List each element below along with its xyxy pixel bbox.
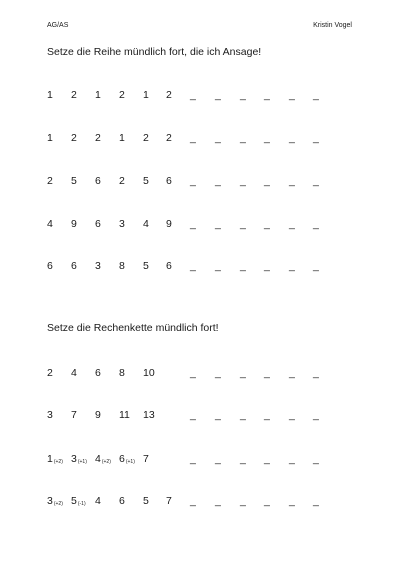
answer-blank: _ xyxy=(215,175,221,187)
sequence-number xyxy=(119,175,125,187)
number-value: 6 xyxy=(119,453,125,465)
number-value: 5 xyxy=(143,495,149,507)
number-value: 4 xyxy=(71,367,77,379)
number-value: 6 xyxy=(95,218,101,230)
answer-blank: _ xyxy=(289,409,295,421)
answer-blank: _ xyxy=(313,89,319,101)
sequence-number xyxy=(143,260,149,272)
number-value: 2 xyxy=(143,132,149,144)
sequence-number xyxy=(95,495,101,507)
answer-blank: _ xyxy=(215,453,221,465)
answer-blank: _ xyxy=(240,218,246,230)
number-value: 10 xyxy=(143,367,155,379)
sequence-number xyxy=(143,495,149,507)
number-value: 2 xyxy=(47,175,53,187)
sequence-number xyxy=(95,409,101,421)
sequence-number xyxy=(95,218,101,230)
operation-hint: (+2) xyxy=(53,459,63,465)
sequence-number xyxy=(47,218,53,230)
answer-blank: _ xyxy=(313,409,319,421)
number-value: 8 xyxy=(119,367,125,379)
sequence-number xyxy=(95,453,111,465)
number-value: 2 xyxy=(166,132,172,144)
answer-blank: _ xyxy=(215,132,221,144)
answer-blank: _ xyxy=(313,367,319,379)
answer-blank: _ xyxy=(215,260,221,272)
number-value: 9 xyxy=(95,409,101,421)
sequence-number xyxy=(119,218,125,230)
sequence-number xyxy=(119,367,125,379)
answer-blank: _ xyxy=(264,367,270,379)
number-value: 2 xyxy=(166,89,172,101)
section2-row-4 xyxy=(0,495,400,509)
section1-row-1 xyxy=(0,89,400,103)
section1-row-5 xyxy=(0,260,400,274)
number-value: 2 xyxy=(71,132,77,144)
number-value: 1 xyxy=(95,89,101,101)
sequence-number xyxy=(95,175,101,187)
sequence-number xyxy=(47,409,53,421)
number-value: 3 xyxy=(47,495,53,507)
sequence-number xyxy=(71,89,77,101)
section2-row-1 xyxy=(0,367,400,381)
sequence-number xyxy=(143,175,149,187)
operation-hint: (+2) xyxy=(101,459,111,465)
answer-blank: _ xyxy=(215,367,221,379)
number-value: 13 xyxy=(143,409,155,421)
sequence-number xyxy=(47,132,53,144)
answer-blank: _ xyxy=(190,89,196,101)
answer-blank: _ xyxy=(190,175,196,187)
number-value: 3 xyxy=(71,453,77,465)
number-value: 4 xyxy=(47,218,53,230)
header-left: AG/AS xyxy=(47,22,69,29)
answer-blank: _ xyxy=(313,218,319,230)
sequence-number xyxy=(143,409,155,421)
number-value: 5 xyxy=(143,175,149,187)
sequence-number xyxy=(47,367,53,379)
sequence-number xyxy=(47,175,53,187)
number-value: 6 xyxy=(71,260,77,272)
number-value: 3 xyxy=(95,260,101,272)
number-value: 6 xyxy=(47,260,53,272)
answer-blank: _ xyxy=(264,495,270,507)
answer-blank: _ xyxy=(240,409,246,421)
answer-blank: _ xyxy=(289,453,295,465)
number-value: 2 xyxy=(71,89,77,101)
sequence-number xyxy=(71,367,77,379)
sequence-number xyxy=(47,260,53,272)
number-value: 2 xyxy=(95,132,101,144)
sequence-number xyxy=(71,409,77,421)
sequence-number xyxy=(119,495,125,507)
sequence-number xyxy=(119,453,135,465)
number-value: 6 xyxy=(119,495,125,507)
answer-blank: _ xyxy=(190,218,196,230)
answer-blank: _ xyxy=(240,132,246,144)
answer-blank: _ xyxy=(289,132,295,144)
number-value: 1 xyxy=(47,453,53,465)
operation-hint: (-1) xyxy=(77,501,86,507)
answer-blank: _ xyxy=(190,132,196,144)
answer-blank: _ xyxy=(313,175,319,187)
sequence-number xyxy=(166,132,172,144)
answer-blank: _ xyxy=(240,89,246,101)
answer-blank: _ xyxy=(190,495,196,507)
section1-row-4 xyxy=(0,218,400,232)
number-value: 4 xyxy=(95,495,101,507)
sequence-number xyxy=(71,175,77,187)
sequence-number xyxy=(166,218,172,230)
sequence-number xyxy=(47,453,63,465)
operation-hint: (+1) xyxy=(77,459,87,465)
number-value: 4 xyxy=(143,218,149,230)
answer-blank: _ xyxy=(215,218,221,230)
sequence-number xyxy=(119,89,125,101)
sequence-number xyxy=(143,453,149,465)
number-value: 1 xyxy=(119,132,125,144)
answer-blank: _ xyxy=(240,367,246,379)
answer-blank: _ xyxy=(289,495,295,507)
answer-blank: _ xyxy=(264,453,270,465)
sequence-number xyxy=(166,175,172,187)
section1-heading: Setze die Reihe mündlich fort, die ich Ansage! xyxy=(47,46,262,58)
sequence-number xyxy=(143,367,155,379)
answer-blank: _ xyxy=(264,175,270,187)
answer-blank: _ xyxy=(215,89,221,101)
number-value: 4 xyxy=(95,453,101,465)
operation-hint: (+2) xyxy=(53,501,63,507)
section1-row-2 xyxy=(0,132,400,146)
sequence-number xyxy=(119,409,130,421)
answer-blank: _ xyxy=(313,453,319,465)
answer-blank: _ xyxy=(240,260,246,272)
answer-blank: _ xyxy=(313,132,319,144)
answer-blank: _ xyxy=(240,175,246,187)
number-value: 7 xyxy=(143,453,149,465)
answer-blank: _ xyxy=(313,495,319,507)
sequence-number xyxy=(47,495,63,507)
answer-blank: _ xyxy=(190,409,196,421)
answer-blank: _ xyxy=(289,218,295,230)
answer-blank: _ xyxy=(289,89,295,101)
sequence-number xyxy=(71,495,86,507)
answer-blank: _ xyxy=(264,260,270,272)
number-value: 11 xyxy=(119,409,130,421)
answer-blank: _ xyxy=(289,175,295,187)
answer-blank: _ xyxy=(240,453,246,465)
number-value: 6 xyxy=(95,367,101,379)
number-value: 3 xyxy=(47,409,53,421)
answer-blank: _ xyxy=(264,89,270,101)
number-value: 6 xyxy=(95,175,101,187)
number-value: 8 xyxy=(119,260,125,272)
number-value: 5 xyxy=(71,495,77,507)
header-author: Kristin Vogel xyxy=(313,22,352,29)
sequence-number xyxy=(95,260,101,272)
sequence-number xyxy=(71,132,77,144)
sequence-number xyxy=(71,218,77,230)
answer-blank: _ xyxy=(240,495,246,507)
answer-blank: _ xyxy=(215,409,221,421)
answer-blank: _ xyxy=(289,367,295,379)
answer-blank: _ xyxy=(190,260,196,272)
sequence-number xyxy=(47,89,53,101)
answer-blank: _ xyxy=(264,132,270,144)
number-value: 9 xyxy=(166,218,172,230)
answer-blank: _ xyxy=(313,260,319,272)
sequence-number xyxy=(166,260,172,272)
sequence-number xyxy=(119,260,125,272)
section2-heading: Setze die Rechenkette mündlich fort! xyxy=(47,322,219,334)
sequence-number xyxy=(95,367,101,379)
number-value: 1 xyxy=(47,132,53,144)
section2-row-3 xyxy=(0,453,400,467)
number-value: 1 xyxy=(47,89,53,101)
sequence-number xyxy=(95,89,101,101)
sequence-number xyxy=(143,132,149,144)
answer-blank: _ xyxy=(190,367,196,379)
operation-hint: (+1) xyxy=(125,459,135,465)
number-value: 5 xyxy=(71,175,77,187)
number-value: 2 xyxy=(119,89,125,101)
sequence-number xyxy=(119,132,125,144)
sequence-number xyxy=(71,453,87,465)
number-value: 6 xyxy=(166,260,172,272)
number-value: 7 xyxy=(71,409,77,421)
sequence-number xyxy=(143,89,149,101)
sequence-number xyxy=(143,218,149,230)
sequence-number xyxy=(71,260,77,272)
number-value: 2 xyxy=(119,175,125,187)
number-value: 7 xyxy=(166,495,172,507)
sequence-number xyxy=(166,89,172,101)
answer-blank: _ xyxy=(264,409,270,421)
section2-row-2 xyxy=(0,409,400,423)
number-value: 1 xyxy=(143,89,149,101)
number-value: 6 xyxy=(166,175,172,187)
number-value: 2 xyxy=(47,367,53,379)
answer-blank: _ xyxy=(289,260,295,272)
section1-row-3 xyxy=(0,175,400,189)
answer-blank: _ xyxy=(264,218,270,230)
number-value: 5 xyxy=(143,260,149,272)
answer-blank: _ xyxy=(215,495,221,507)
number-value: 9 xyxy=(71,218,77,230)
answer-blank: _ xyxy=(190,453,196,465)
number-value: 3 xyxy=(119,218,125,230)
sequence-number xyxy=(95,132,101,144)
sequence-number xyxy=(166,495,172,507)
